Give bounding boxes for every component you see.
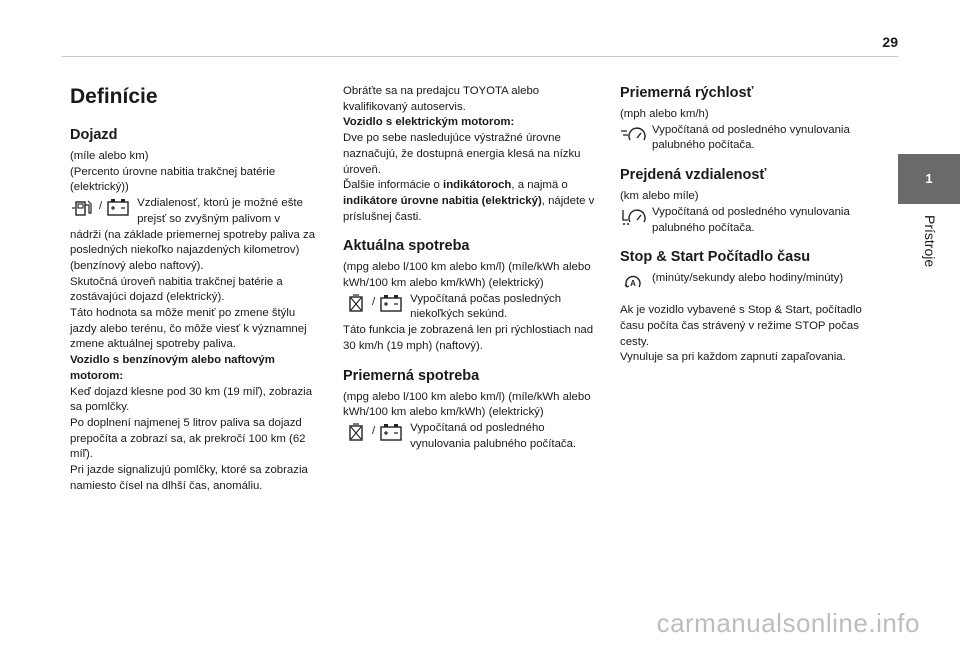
- current-icon-text: Vypočítaná počas posledných niekoľkých sekúnd.: [410, 292, 562, 321]
- distance-icon-row: [620, 205, 878, 236]
- petrol-text-2: Po doplnení najmenej 5 litrov paliva sa dojazd prepočíta a zobrazí sa, ak prekročí 100 km (62 míľ).: [70, 416, 306, 461]
- consumption-icon: [343, 421, 369, 443]
- chapter-label: [920, 215, 938, 315]
- dealer-text: Obráťte sa na predajcu TOYOTA alebo kvalifikovaný autoservis.: [343, 85, 540, 113]
- distance-units: (km alebo míle): [620, 190, 699, 203]
- petrol-heading-text: Vozidlo s benzínovým alebo naftovým motorom:: [70, 354, 275, 382]
- range-icon-text: Vzdialenosť, ktorú je možné ešte prejsť so zvyšným palivom v: [137, 197, 303, 225]
- electric-text-2a: Ďalšie informácie o: [343, 179, 444, 192]
- electric-text-2: [343, 178, 598, 225]
- slash-separator: /: [372, 425, 376, 438]
- svg-text:A: A: [630, 279, 636, 289]
- indicators-link-text: indikátoroch: [443, 179, 512, 192]
- distance-icon-text: Vypočítaná od posledného vynulovania palubného počítača.: [652, 205, 850, 234]
- average-icon-text: Vypočítaná od posledného vynulovania palubného počítača.: [410, 421, 577, 450]
- current-consumption-heading: Aktuálna spotreba: [343, 238, 470, 255]
- average-speed-units: (mph alebo km/h): [620, 108, 709, 120]
- slash-separator: /: [99, 200, 103, 213]
- charge-indicator-text: indikátore úrovne nabitia (elektrický): [343, 194, 542, 207]
- average-speed-heading: Priemerná rýchlosť: [620, 85, 754, 101]
- range-icon-row: [70, 196, 322, 227]
- page-number: 29: [882, 34, 898, 50]
- average-consumption-units: (mpg alebo l/100 km alebo km/l) (míle/kWh alebo kWh/100 km alebo km/kWh) (elektrický): [343, 390, 591, 419]
- stop-start-text-2: Vynuluje sa pri každom zapnutí zapaľovania.: [620, 351, 846, 364]
- fuel-pump-icon: [70, 196, 96, 218]
- petrol-heading: [70, 353, 322, 384]
- consumption-icon: [343, 292, 369, 314]
- speed-icon-text: Vypočítaná od posledného vynulovania palubného počítača.: [652, 123, 850, 152]
- battery-icon: [105, 196, 131, 218]
- chapter-label-text: Prístroje: [922, 215, 938, 268]
- range-units-electric: (Percento úrovne nabitia trakčnej batérie (elektrický)): [70, 165, 276, 194]
- electric-text-2e: , nájdete v príslušnej časti.: [343, 194, 595, 223]
- stop-start-text: Ak je vozidlo vybavené s Stop & Start, počítadlo času počíta čas strávený v režime STOP počas cesty.: [620, 304, 862, 348]
- electric-text-1: Dve po sebe nasledujúce výstražné úrovne naznačujú, že dostupná energia klesá na nízku úroveň.: [343, 132, 581, 176]
- battery-icon: [378, 421, 404, 443]
- range-heading: Dojazd: [70, 127, 118, 143]
- average-icon-row: [343, 421, 598, 452]
- average-consumption-heading: Priemerná spotreba: [343, 367, 480, 384]
- battery-icon: [378, 292, 404, 314]
- range-text-electric: Skutočná úroveň nabitia trakčnej batérie a zostávajúci dojazd (elektrický).: [70, 275, 283, 304]
- stop-start-heading: Stop & Start Počítadlo času: [620, 249, 811, 266]
- column-3: [620, 84, 878, 366]
- speedometer-icon: [620, 123, 646, 145]
- current-consumption-text: Táto funkcia je zobrazená len pri rýchlostiach nad 30 km/h (19 mph) (naftový).: [343, 324, 594, 352]
- distance-heading: Prejdená vzdialenosť: [620, 167, 767, 184]
- watermark: carmanualsonline.info: [656, 608, 920, 638]
- range-text-variation: Táto hodnota sa môže meniť po zmene štýlu jazdy alebo terénu, čo môže viesť k významnej zmene aktuálnej spotreby paliva.: [70, 307, 307, 351]
- electric-heading-text: Vozidlo s elektrickým motorom:: [343, 116, 515, 129]
- current-consumption-units: (mpg alebo l/100 km alebo km/l) (míle/kWh alebo kWh/100 km alebo km/kWh) (elektrický): [343, 261, 591, 290]
- electric-text-2c: , a najmä o: [511, 179, 568, 192]
- stop-start-icon-row: [620, 271, 878, 293]
- header-rule: [62, 56, 898, 57]
- distance-icon: [620, 205, 646, 227]
- stop-start-icon-text: (minúty/sekundy alebo hodiny/minúty): [652, 272, 844, 285]
- petrol-text-3: Pri jazde signalizujú pomlčky, ktoré sa zobrazia namiesto čísel na dlhší čas, anomáliu.: [70, 464, 308, 492]
- petrol-text-1: Keď dojazd klesne pod 30 km (19 míľ), zobrazia sa pomlčky.: [70, 385, 313, 414]
- electric-heading: [343, 115, 598, 131]
- chapter-tab: 1: [898, 154, 960, 204]
- page-title: Definície: [70, 85, 158, 108]
- current-icon-row: [343, 292, 598, 323]
- range-units: (míle alebo km): [70, 150, 149, 162]
- range-text-cont: nádrži (na základe priemernej spotreby paliva za posledných niekoľko najazdených kilometrov) (benzínový alebo naftový).: [70, 228, 316, 272]
- column-2: [343, 84, 598, 452]
- stop-start-icon: [620, 271, 646, 293]
- column-1: [70, 84, 322, 494]
- slash-separator: /: [372, 295, 376, 308]
- speed-icon-row: [620, 123, 878, 154]
